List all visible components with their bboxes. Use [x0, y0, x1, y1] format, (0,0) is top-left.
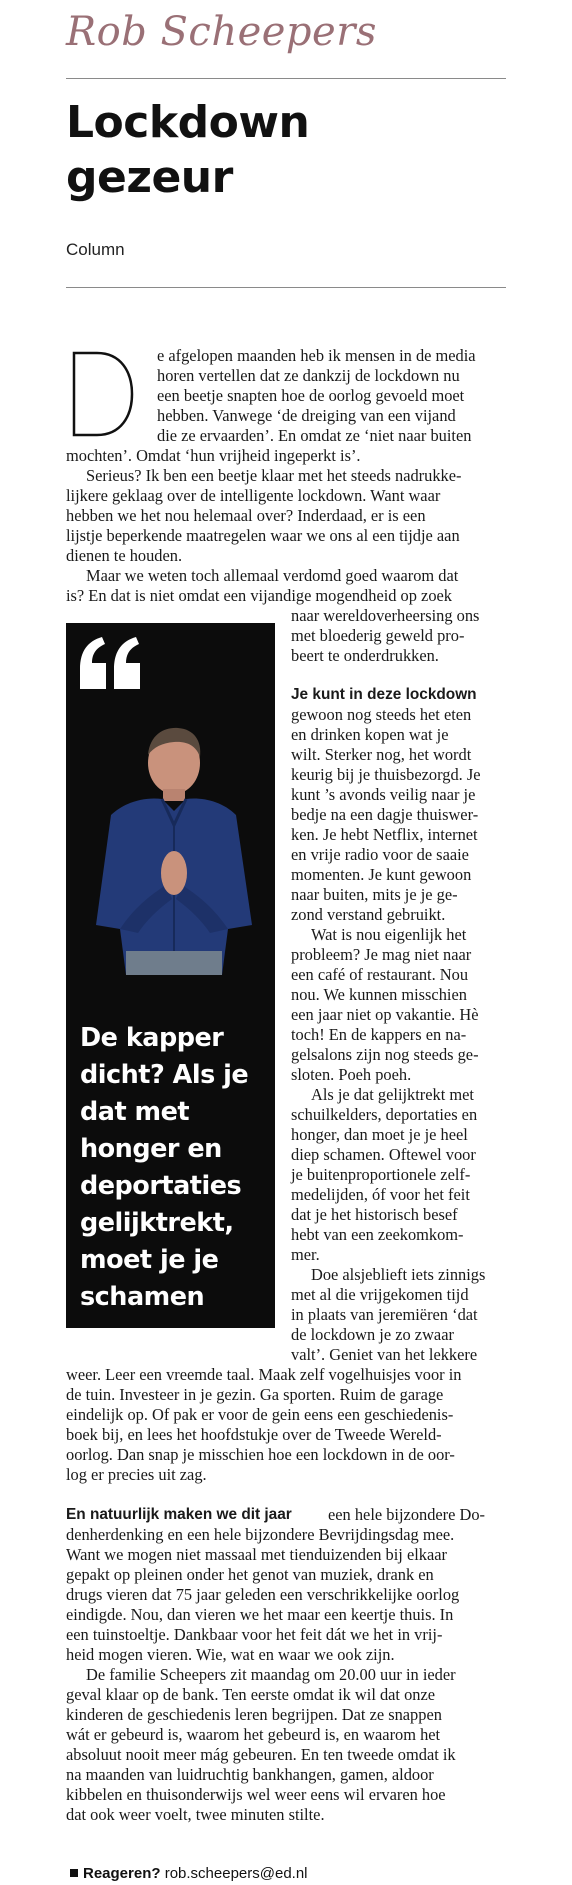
article-line: bedje na een dagje thuiswer-	[291, 805, 479, 824]
article-line: kibbelen en thuisonderwijs wel weer eens wil ervaren hoe	[66, 1785, 446, 1804]
pull-quote-line: dat met	[80, 1097, 190, 1127]
pull-quote-line: dicht? Als je	[80, 1060, 249, 1090]
article-line: na maanden van luidruchtig bankhangen, gamen, aldoor	[66, 1765, 434, 1784]
article-line: weer. Leer een vreemde taal. Maak zelf vogelhuisjes voor in	[66, 1365, 462, 1384]
article-line: met al die vrijgekomen tijd	[291, 1285, 469, 1304]
headline-line: Lockdown	[66, 97, 310, 148]
dropcap	[71, 350, 135, 438]
article-line: wát er gebeurd is, waarom het gebeurd is, en waarom het	[66, 1725, 441, 1744]
article-line: e afgelopen maanden heb ik mensen in de media	[157, 346, 476, 365]
article-line: kunt ’s avonds veilig naar je	[291, 785, 476, 804]
article-line: lijstje beperkende maatregelen waar we ons al een tijdje aan	[66, 526, 460, 545]
article-line: een tuinstoeltje. Dankbaar voor het feit dát we het in vrij-	[66, 1625, 443, 1644]
quote-icon	[76, 635, 144, 691]
headline-line: gezeur	[66, 152, 233, 203]
article-line: naar wereldoverheersing ons	[291, 606, 480, 625]
article-line: die ze ervaarden’. En omdat ze ‘niet naar buiten	[157, 426, 472, 445]
bullet-square-icon	[70, 1869, 78, 1877]
article-line: Wat is nou eigenlijk het	[311, 925, 467, 944]
pull-quote	[80, 1020, 248, 1316]
article-line: honger, dan moet je je heel	[291, 1125, 468, 1144]
article-line: dienen te houden.	[66, 546, 183, 565]
pull-quote-line: schamen	[80, 1282, 205, 1312]
article-line: in plaats van jeremiëren ‘dat	[291, 1305, 478, 1324]
pull-quote-line: deportaties	[80, 1171, 242, 1201]
article-line: sloten. Poeh poeh.	[291, 1065, 412, 1084]
reply-email[interactable]: rob.scheepers@ed.nl	[164, 1865, 308, 1882]
author-name: Rob Scheepers	[66, 9, 377, 55]
article-line: Als je dat gelijktrekt met	[311, 1085, 474, 1104]
article-line: geval klaar op de bank. Ten eerste omdat ik wil dat onze	[66, 1685, 436, 1704]
article-line: momenten. Je kunt gewoon	[291, 865, 472, 884]
pull-quote-line: gelijktrekt,	[80, 1208, 234, 1238]
article-line: nou. We kunnen misschien	[291, 985, 467, 1004]
article-line: dat ook weer voelt, twee minuten stilte.	[66, 1805, 325, 1824]
article-line: eindigde. Nou, dan vieren we het maar een keertje thuis. In	[66, 1605, 454, 1624]
article-line: drugs vieren dat 75 jaar geleden een verschrikkelijke oorlog	[66, 1585, 460, 1604]
pull-quote-box	[66, 623, 275, 1328]
article-line: is? En dat is niet omdat een vijandige mogendheid op zoek	[66, 586, 452, 605]
bold-lead-in: En natuurlijk maken we dit jaar	[66, 1506, 292, 1523]
article-line: medelijden, óf voor het feit	[291, 1185, 470, 1204]
article-line: beert te onderdrukken.	[291, 646, 439, 665]
pull-quote-line: moet je je	[80, 1245, 219, 1275]
article-line: ken. Je hebt Netflix, internet	[291, 825, 478, 844]
article-line: probleem? Je mag niet naar	[291, 945, 472, 964]
article-line: een jaar niet op vakantie. Hè	[291, 1005, 479, 1024]
bold-lead-in: Je kunt in deze lockdown	[291, 686, 477, 703]
article-line: boek bij, en lees het hoofdstukje over de Tweede Wereld-	[66, 1425, 442, 1444]
article-line: denherdenking en een hele bijzondere Bevrijdingsdag mee.	[66, 1525, 455, 1544]
article-line: horen vertellen dat ze dankzij de lockdown nu	[157, 366, 460, 385]
article-line: de lockdown je zo zwaar	[291, 1325, 454, 1344]
article-line: je buitenproportionele zelf-	[291, 1165, 471, 1184]
article-line: wilt. Sterker nog, het wordt	[291, 745, 472, 764]
article-line: een hele bijzondere Do-	[328, 1505, 485, 1524]
article-line: Want we mogen niet massaal met tienduizenden bij elkaar	[66, 1545, 447, 1564]
article-line: lijkere geklaag over de intelligente lockdown. Want waar	[66, 486, 441, 505]
article-line: hebt van een zeekomkom-	[291, 1225, 464, 1244]
article-line: Maar we weten toch allemaal verdomd goed waarom dat	[86, 566, 459, 585]
article-line: en vrije radio voor de saaie	[291, 845, 469, 864]
article-line: log er precies uit zag.	[66, 1465, 207, 1484]
article-line: toch! En de kappers en na-	[291, 1025, 467, 1044]
article-line: Doe alsjeblieft iets zinnigs	[311, 1265, 486, 1284]
article-line: mochten’. Omdat ‘hun vrijheid ingeperkt is’.	[66, 446, 361, 465]
article-line: diep schamen. Oftewel voor	[291, 1145, 476, 1164]
article-line: valt’. Geniet van het lekkere	[291, 1345, 478, 1364]
article-line: Serieus? Ik ben een beetje klaar met het steeds nadrukke-	[86, 466, 462, 485]
pull-quote-line: De kapper	[80, 1023, 224, 1053]
reply-label: Reageren?	[83, 1865, 161, 1882]
pull-quote-line: honger en	[80, 1134, 222, 1164]
article-line: schuilkelders, deportaties en	[291, 1105, 478, 1124]
article-line: heid mogen vieren. Wie, wat en waar we ook zijn.	[66, 1645, 395, 1664]
article-line: een café of restaurant. Nou	[291, 965, 469, 984]
author-photo	[66, 715, 275, 975]
top-rule	[66, 78, 506, 79]
section-label: Column	[66, 240, 125, 259]
header-rule	[66, 287, 506, 288]
headline	[66, 95, 309, 205]
article-line: keurig bij je thuisbezorgd. Je	[291, 765, 481, 784]
article-line: naar buiten, mits je je ge-	[291, 885, 458, 904]
article-line: de tuin. Investeer in je gezin. Ga sporten. Ruim de garage	[66, 1385, 444, 1404]
article-line: en drinken kopen wat je	[291, 725, 449, 744]
article-line: De familie Scheepers zit maandag om 20.00 uur in ieder	[86, 1665, 456, 1684]
article-line: met bloederig geweld pro-	[291, 626, 465, 645]
article-line: gewoon nog steeds het eten	[291, 705, 472, 724]
article-line: hebben we het nou helemaal over? Inderdaad, er is een	[66, 506, 426, 525]
article-line: kinderen de geschiedenis leren begrijpen. Dat ze snappen	[66, 1705, 442, 1724]
article-line: gepakt op pleinen onder het genot van muziek, drank en	[66, 1565, 434, 1584]
article-line: dat je het historisch besef	[291, 1205, 458, 1224]
article-line: zond verstand gebruikt.	[291, 905, 446, 924]
article-line: oorlog. Dan snap je misschien hoe een lockdown in de oor-	[66, 1445, 455, 1464]
article-line: mer.	[291, 1245, 320, 1264]
article-line: absoluut nooit meer mág gebeuren. En ten tweede omdat ik	[66, 1745, 456, 1764]
reply-footer	[70, 1865, 308, 1882]
article-line: eindelijk op. Of pak er voor de gein eens een geschiedenis-	[66, 1405, 454, 1424]
article-line: hebben. Vanwege ‘de dreiging van een vijand	[157, 406, 456, 425]
article-line: een beetje snapten hoe de oorlog gevoeld moet	[157, 386, 465, 405]
article-line: gelsalons zijn nog steeds ge-	[291, 1045, 479, 1064]
